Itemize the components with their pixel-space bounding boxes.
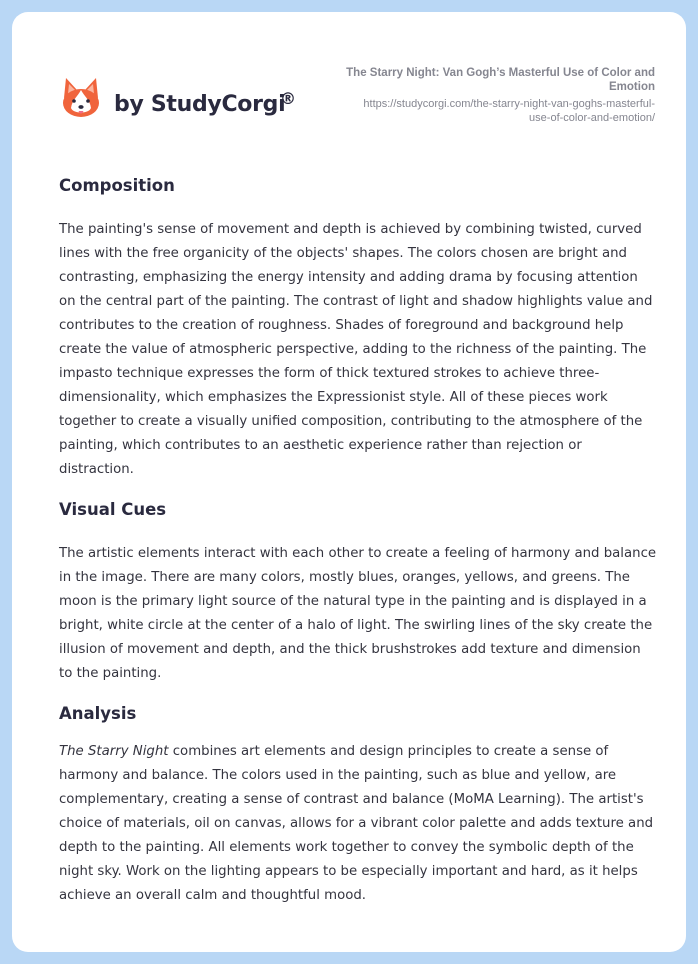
section-paragraph-analysis [59,740,657,908]
document-header [12,12,686,162]
document-title [305,66,655,94]
document-title-line: The Starry Night: Van Gogh’s Masterful Use of Color and [346,67,655,79]
registered-mark: ® [280,89,296,108]
section-heading-visual-cues: Visual Cues [59,500,167,519]
analysis-text: combines art elements and design principles to create a sense of harmony and balance. The colors used in the painting, such as blue and yellow, are complementary, creating a sense of contrast and balance (MoMA Learning). The artist's choice of materials, oil on canvas, allows for a vibrant color palette and adds texture and depth to the painting. All elements work together to convey the symbolic depth of the night sky. Work on the lighting appears to be especially important and hard, as it helps achieve an overall calm and thoughtful mood. [59,744,654,903]
document-url-line[interactable]: https://studycorgi.com/the-starry-night-van-goghs-masterful- [363,98,655,110]
section-heading-composition: Composition [59,176,175,195]
artwork-title: The Starry Night [59,744,169,759]
document-url[interactable] [305,97,655,125]
section-heading-analysis: Analysis [59,704,137,723]
document-url-line[interactable]: use-of-color-and-emotion/ [529,112,655,124]
corgi-head-icon [60,76,102,120]
document-title-line: Emotion [609,81,655,93]
document-card [12,12,686,952]
document-meta [305,66,655,125]
section-paragraph-composition: The painting's sense of movement and depth is achieved by combining twisted, curved lines with the free organicity of the objects' shapes. The colors chosen are bright and contrasting, emphasizing the energy intensity and adding drama by focusing attention on the central part of the painting. The contrast of light and shadow highlights value and contributes to the creation of roughness. Shades of foreground and background help create the value of atmospheric perspective, adding to the richness of the painting. The impasto technique expresses the form of thick textured strokes to achieve three-dimensionality, which emphasizes the Expressionist style. All of these pieces work together to create a visually unified composition, contributing to the atmosphere of the painting, which contributes to an aesthetic experience rather than rejection or distraction. [59,222,653,477]
studycorgi-logo[interactable] [60,76,310,126]
section-paragraph-visual-cues: The artistic elements interact with each other to create a feeling of harmony and balance in the image. There are many colors, mostly blues, oranges, yellows, and greens. The moon is the primary light source of the natural type in the painting and is displayed in a bright, white circle at the center of a halo of light. The swirling lines of the sky create the illusion of movement and depth, and the thick brushstrokes add texture and dimension to the painting. [59,546,657,681]
brand-name: by StudyCorgi [114,92,286,117]
